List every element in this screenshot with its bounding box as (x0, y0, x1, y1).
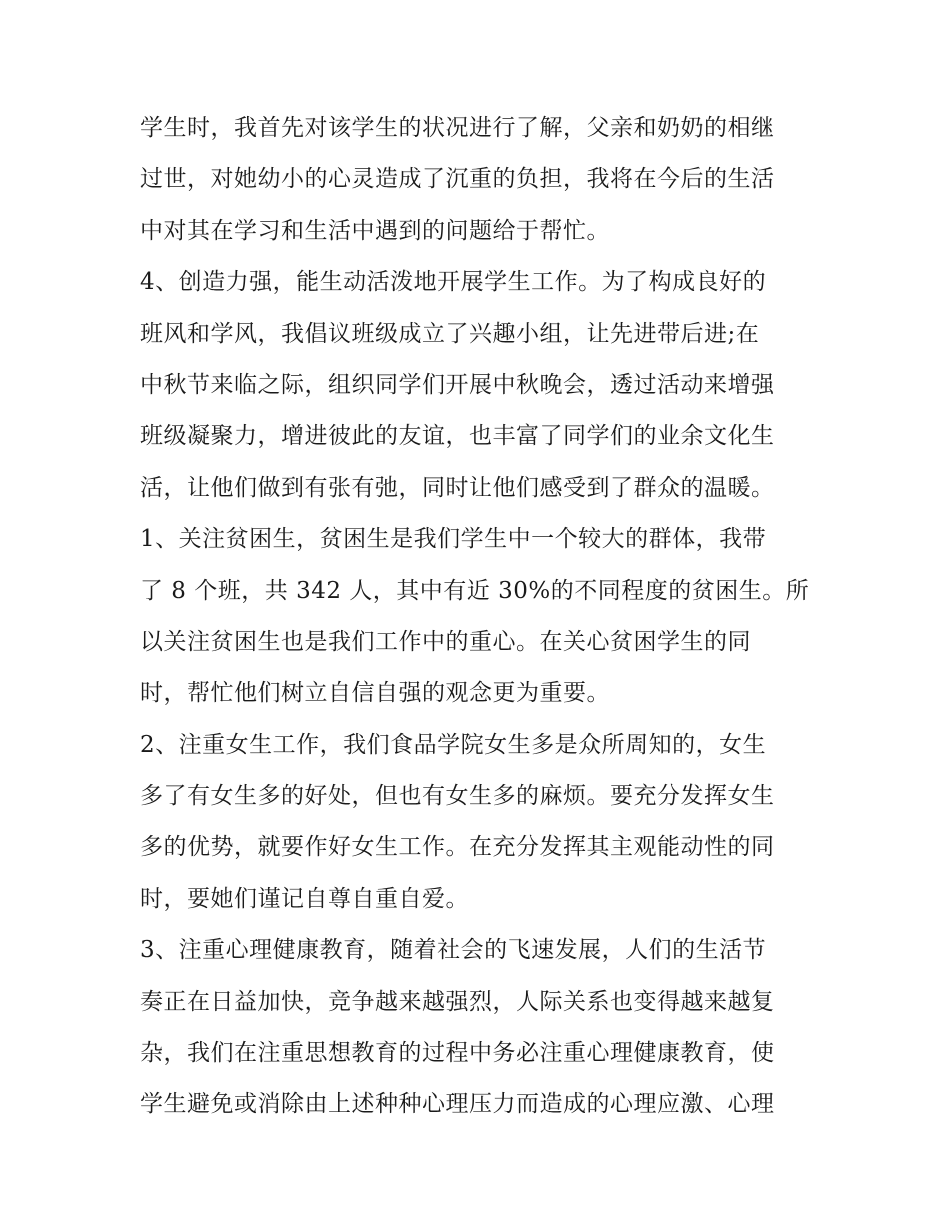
text-line: 奏正在日益加快，竞争越来越强烈，人际关系也变得越来越复 (140, 988, 775, 1015)
text-line: 学生时，我首先对该学生的状况进行了解，父亲和奶奶的相继 (140, 115, 775, 141)
text-line: 中对其在学习和生活中遇到的问题给于帮忙。 (140, 217, 610, 244)
text-line: 了 8 个班，共 342 人，其中有近 30%的不同程度的贫困生。所 (140, 577, 810, 604)
text-line: 时，帮忙他们树立自信自强的观念更为重要。 (140, 680, 610, 707)
text-line: 多的优势，就要作好女生工作。在充分发挥其主观能动性的同 (140, 834, 775, 861)
text-line: 杂，我们在注重思想教育的过程中务必注重心理健康教育，使 (140, 1040, 775, 1067)
text-line: 班风和学风，我倡议班级成立了兴趣小组，让先进带后进;在 (140, 320, 760, 347)
text-line: 学生避免或消除由上述种种心理压力而造成的心理应激、心理 (140, 1091, 775, 1118)
text-line: 多了有女生多的好处，但也有女生多的麻烦。要充分发挥女生 (140, 783, 775, 810)
text-line: 班级凝聚力，增进彼此的友谊，也丰富了同学们的业余文化生 (140, 423, 775, 450)
text-line: 中秋节来临之际，组织同学们开展中秋晚会，透过活动来增强 (140, 371, 775, 398)
text-line: 3、注重心理健康教育，随着社会的飞速发展，人们的生活节 (140, 937, 767, 964)
document-body (140, 103, 820, 1131)
text-line: 过世，对她幼小的心灵造成了沉重的负担，我将在今后的生活 (140, 166, 775, 193)
text-line: 4、创造力强，能生动活泼地开展学生工作。为了构成良好的 (140, 269, 767, 296)
text-line: 以关注贫困生也是我们工作中的重心。在关心贫困学生的同 (140, 628, 751, 655)
text-line: 1、关注贫困生，贫困生是我们学生中一个较大的群体，我带 (140, 526, 767, 553)
text-line: 活，让他们做到有张有弛，同时让他们感受到了群众的温暖。 (140, 474, 775, 501)
text-line: 时，要她们谨记自尊自重自爱。 (140, 885, 469, 912)
text-line: 2、注重女生工作，我们食品学院女生多是众所周知的，女生 (140, 731, 767, 758)
